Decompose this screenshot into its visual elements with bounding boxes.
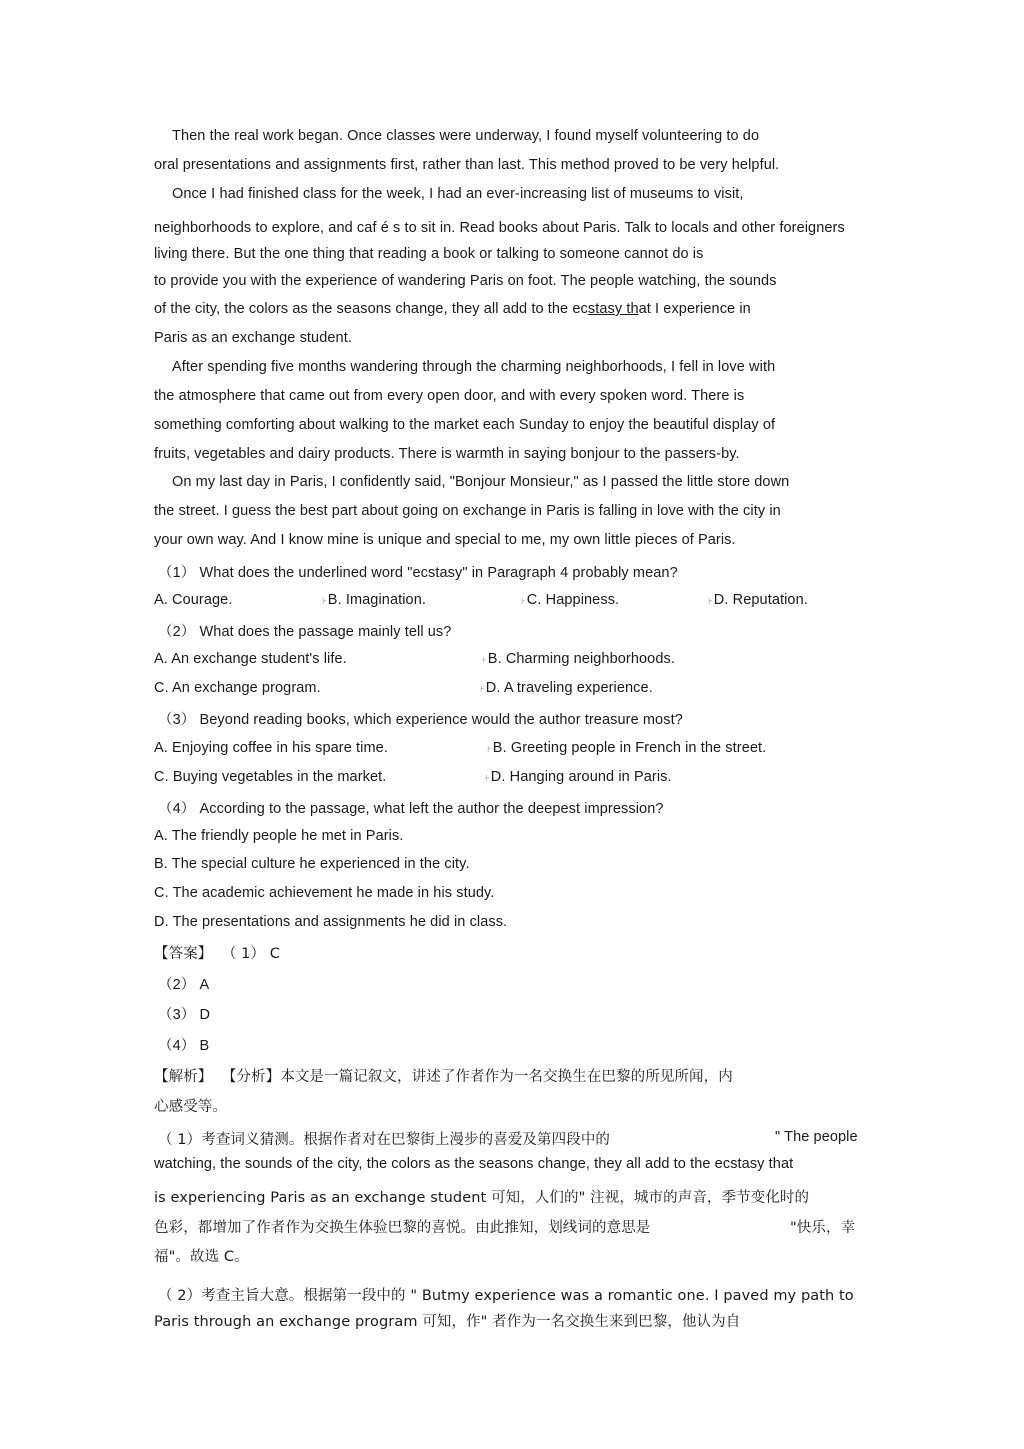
passage-text: at I experience in	[638, 301, 751, 317]
option-c: C. Buying vegetables in the market.	[154, 769, 387, 785]
explanation-2: （ 2）考查主旨大意。根据第一段中的 " Butmy experience was a romantic one. I paved my path to	[158, 1288, 854, 1304]
passage-line: neighborhoods to explore, and caf é s to sit in. Read books about Paris. Talk to locals and other foreigners	[154, 220, 845, 236]
explanation-1: 色彩，都增加了作者作为交换生体验巴黎的喜悦。由此推知，划线词的意思是	[154, 1220, 651, 1236]
passage-line: something comforting about walking to the market each Sunday to enjoy the beautiful display of	[154, 417, 776, 433]
option-c: C. The academic achievement he made in his study.	[154, 885, 495, 901]
anchor-mark-icon: ⊦	[482, 655, 487, 665]
option-b: B. The special culture he experienced in the city.	[154, 856, 470, 872]
option-a: A. Enjoying coffee in his spare time.	[154, 740, 388, 756]
anchor-mark-icon: ⊦	[521, 596, 526, 606]
anchor-mark-icon: ⊦	[487, 744, 492, 754]
option-d: ⊦D. Hanging around in Paris.	[485, 769, 672, 785]
anchor-mark-icon: ⊦	[708, 596, 713, 606]
passage-text: of the city, the colors as the seasons change, they all add to the ec	[154, 301, 588, 317]
analysis-line	[154, 1065, 733, 1086]
passage-line: Once I had finished class for the week, I had an ever-increasing list of museums to visit,	[172, 186, 744, 202]
answer-label: 【答案】	[154, 946, 213, 962]
answer-4: （4） B	[158, 1038, 210, 1054]
option-b: ⊦B. Charming neighborhoods.	[482, 651, 675, 667]
analysis-summary-cont: 心感受等。	[154, 1099, 227, 1115]
explanation-1: is experiencing Paris as an exchange student 可知，人们的" 注视，城市的声音，季节变化时的	[154, 1190, 810, 1206]
analysis-summary: 【分析】本文是一篇记叙文，讲述了作者作为一名交换生在巴黎的所见所闻，内	[221, 1069, 733, 1085]
explanation-1: 福"。故选 C。	[154, 1249, 249, 1265]
explanation-1-quote: " The people	[775, 1129, 858, 1145]
passage-line: fruits, vegetables and dairy products. There is warmth in saying bonjour to the passers-by.	[154, 446, 740, 462]
option-d: ⊦D. Reputation.	[708, 592, 808, 608]
passage-line: the atmosphere that came out from every open door, and with every spoken word. There is	[154, 388, 745, 404]
underlined-word-ecstasy: stasy th	[587, 301, 639, 317]
passage-line: living there. But the one thing that reading a book or talking to someone cannot do is	[154, 246, 704, 262]
option-c: C. An exchange program.	[154, 680, 321, 696]
option-b: ⊦B. Greeting people in French in the street.	[487, 740, 767, 756]
option-a: A. The friendly people he met in Paris.	[154, 828, 404, 844]
anchor-mark-icon: ⊦	[485, 773, 490, 783]
question-stem: （4） According to the passage, what left the author the deepest impression?	[158, 801, 664, 817]
passage-line: Paris as an exchange student.	[154, 330, 352, 346]
passage-line: to provide you with the experience of wandering Paris on foot. The people watching, the sounds	[154, 273, 777, 289]
explanation-1: （ 1）考查词义猜测。根据作者对在巴黎街上漫步的喜爱及第四段中的	[158, 1132, 611, 1148]
answer-1: （ 1） C	[221, 946, 280, 962]
explanation-1: "快乐，幸	[790, 1220, 856, 1236]
analysis-label: 【解析】	[154, 1069, 213, 1085]
explanation-2: Paris through an exchange program 可知，作" 者作为一名交换生来到巴黎，他认为自	[154, 1314, 741, 1330]
passage-line: your own way. And I know mine is unique and special to me, my own little pieces of Paris.	[154, 532, 736, 548]
question-stem: （2） What does the passage mainly tell us?	[158, 624, 452, 640]
passage-line	[154, 301, 751, 317]
answer-2: （2） A	[158, 977, 210, 993]
passage-line: oral presentations and assignments first, rather than last. This method proved to be very helpful.	[154, 157, 780, 173]
option-d: D. The presentations and assignments he did in class.	[154, 914, 508, 930]
option-a: A. Courage.	[154, 592, 233, 608]
passage-line: Then the real work began. Once classes were underway, I found myself volunteering to do	[172, 128, 760, 144]
anchor-mark-icon: ⊦	[480, 684, 485, 694]
answer-line	[154, 942, 280, 963]
option-d: ⊦D. A traveling experience.	[480, 680, 653, 696]
passage-line: On my last day in Paris, I confidently said, "Bonjour Monsieur," as I passed the little store down	[172, 474, 790, 490]
question-stem: （1） What does the underlined word "ecstasy" in Paragraph 4 probably mean?	[158, 565, 678, 581]
explanation-1: watching, the sounds of the city, the colors as the seasons change, they all add to the ecstasy that	[154, 1156, 794, 1172]
option-c: ⊦C. Happiness.	[521, 592, 620, 608]
anchor-mark-icon: ⊦	[322, 596, 327, 606]
option-b: ⊦B. Imagination.	[322, 592, 427, 608]
passage-line: After spending five months wandering through the charming neighborhoods, I fell in love with	[172, 359, 776, 375]
question-stem: （3） Beyond reading books, which experience would the author treasure most?	[158, 712, 683, 728]
answer-3: （3） D	[158, 1007, 211, 1023]
option-a: A. An exchange student's life.	[154, 651, 347, 667]
passage-line: the street. I guess the best part about going on exchange in Paris is falling in love with the city in	[154, 503, 781, 519]
